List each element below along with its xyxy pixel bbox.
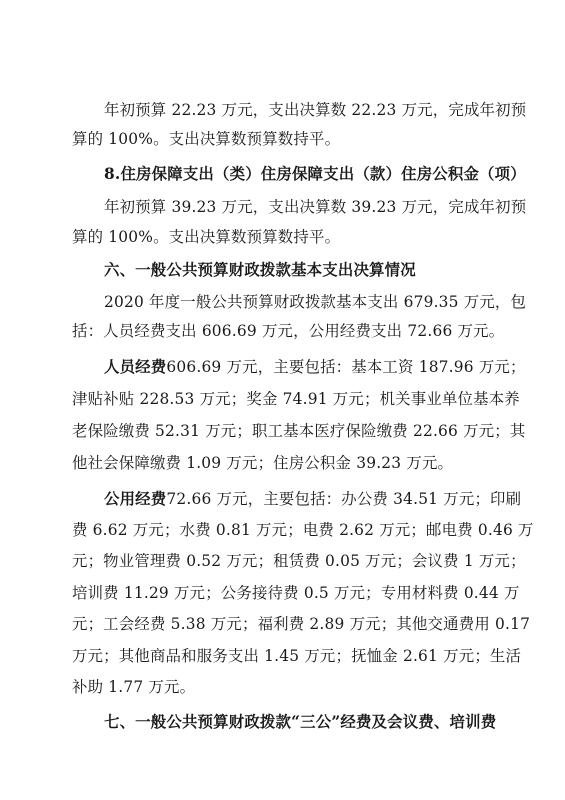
- paragraph-line: 他社会保障缴费 1.09 万元；住房公积金 39.23 万元。: [72, 454, 454, 472]
- section-heading: 8.住房保障支出（类）住房保障支出（款）住房公积金（项）: [104, 165, 526, 183]
- paragraph-line: 津贴补贴 228.53 万元；奖金 74.91 万元；机关事业单位基本养: [72, 390, 520, 408]
- bold-label: 公用经费: [104, 490, 167, 508]
- paragraph-line: 万元；其他商品和服务支出 1.45 万元；抚恤金 2.61 万元；生活: [72, 647, 522, 665]
- paragraph-line: 补助 1.77 万元。: [72, 678, 196, 696]
- paragraph-line: 元；工会经费 5.38 万元；福利费 2.89 万元；其他交通费用 0.17: [72, 615, 531, 633]
- section-heading: 七、一般公共预算财政拨款“三公”经费及会议费、培训费: [104, 713, 497, 731]
- paragraph-line: 培训费 11.29 万元；公务接待费 0.5 万元；专用材料费 0.44 万: [72, 584, 520, 602]
- bold-label: 人员经费: [104, 358, 167, 376]
- paragraph-line: 年初预算 39.23 万元，支出决算数 39.23 万元，完成年初预: [104, 198, 527, 216]
- section-heading: 六、一般公共预算财政拨款基本支出决算情况: [104, 261, 416, 279]
- paragraph-line: 元；物业管理费 0.52 万元；租赁费 0.05 万元；会议费 1 万元；: [72, 552, 526, 570]
- paragraph-line: 老保险缴费 52.31 万元；职工基本医疗保险缴费 22.66 万元；其: [72, 422, 526, 440]
- paragraph-line: 括：人员经费支出 606.69 万元，公用经费支出 72.66 万元。: [72, 322, 505, 340]
- paragraph-line: 年初预算 22.23 万元，支出决算数 22.23 万元，完成年初预: [104, 101, 527, 119]
- paragraph-line: 费 6.62 万元；水费 0.81 万元；电费 2.62 万元；邮电费 0.46 万: [72, 521, 534, 539]
- paragraph-line: [104, 488, 565, 510]
- paragraph-text: 72.66 万元，主要包括：办公费 34.51 万元；印刷: [166, 490, 522, 508]
- paragraph-text: 606.69 万元，主要包括：基本工资 187.96 万元；: [166, 358, 526, 376]
- paragraph-line: 算的 100%。支出决算数预算数持平。: [72, 130, 341, 148]
- paragraph-line: 2020 年度一般公共预算财政拨款基本支出 679.35 万元，包: [104, 293, 527, 311]
- paragraph-line: 算的 100%。支出决算数预算数持平。: [72, 228, 341, 246]
- paragraph-line: [104, 356, 565, 378]
